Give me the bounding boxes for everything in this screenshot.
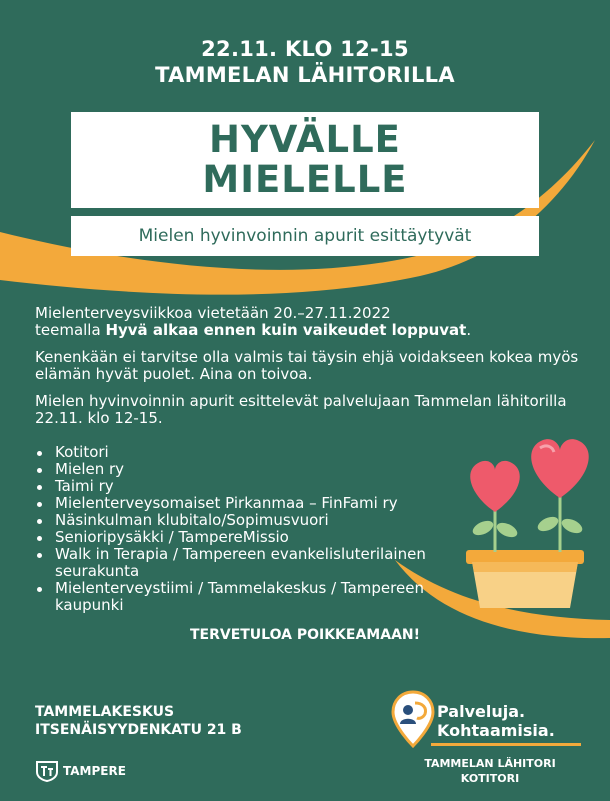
list-item: Mielen ry xyxy=(35,461,475,478)
description-paragraph-1 xyxy=(35,305,580,339)
address xyxy=(35,703,242,739)
address-line-1: TAMMELAKESKUS xyxy=(35,704,175,720)
brand-underline xyxy=(431,743,581,746)
p1-theme: Hyvä alkaa ennen kuin vaikeudet loppuvat xyxy=(105,321,467,339)
list-item: Kotitori xyxy=(35,444,475,461)
brand-line-1: Palveluja. xyxy=(437,702,526,721)
p1-end: . xyxy=(466,321,472,339)
title-line-2: MIELELLE xyxy=(202,158,408,201)
title-box xyxy=(71,112,539,208)
venue-line-1: TAMMELAN LÄHITORI xyxy=(424,757,556,770)
organization-list xyxy=(35,444,475,614)
list-item: Mielenterveystiimi / Tammelakeskus / Tampereen kaupunki xyxy=(35,580,475,614)
heart-plant-icon xyxy=(466,439,589,608)
list-item: Senioripysäkki / TampereMissio xyxy=(35,529,475,546)
venue xyxy=(395,756,585,786)
description xyxy=(35,305,580,437)
list-item: Walk in Terapia / Tampereen evankelisluterilainen seurakunta xyxy=(35,546,475,580)
event-date-header xyxy=(0,36,610,88)
p1-theme-prefix: teemalla xyxy=(35,321,106,339)
title-line-1: HYVÄLLE xyxy=(209,118,401,161)
event-location: TAMMELAN LÄHITORILLA xyxy=(155,63,455,87)
brand-slogan xyxy=(437,702,555,740)
venue-line-2: KOTITORI xyxy=(460,772,520,785)
list-item: Mielenterveysomaiset Pirkanmaa – FinFami ry xyxy=(35,495,475,512)
list-item: Näsinkulman klubitalo/Sopimusvuori xyxy=(35,512,475,529)
tampere-logo-text: TAMPERE xyxy=(63,764,126,778)
subtitle: Mielen hyvinvoinnin apurit esittäytyvät xyxy=(71,216,539,256)
location-pin-icon xyxy=(391,690,435,748)
list-item: Taimi ry xyxy=(35,478,475,495)
description-paragraph-2: Kenenkään ei tarvitse olla valmis tai täysin ehjä voidakseen kokea myös elämän hyvät puolet. Aina on toivoa. xyxy=(35,348,579,383)
description-paragraph-3: Mielen hyvinvoinnin apurit esittelevät palvelujaan Tammelan lähitorilla 22.11. klo 12-15. xyxy=(35,392,567,427)
welcome-text: TERVETULOA POIKKEAMAAN! xyxy=(189,627,421,643)
event-date: 22.11. KLO 12-15 xyxy=(201,37,409,61)
tampere-logo xyxy=(35,760,126,782)
kotitori-brand xyxy=(391,690,581,750)
address-line-2: ITSENÄISYYDENKATU 21 B xyxy=(35,722,242,738)
p1-line1: Mielenterveysviikkoa vietetään 20.–27.11.2022 xyxy=(35,304,391,322)
brand-line-2: Kohtaamisia. xyxy=(437,721,555,740)
tampere-crest-icon xyxy=(35,760,59,782)
